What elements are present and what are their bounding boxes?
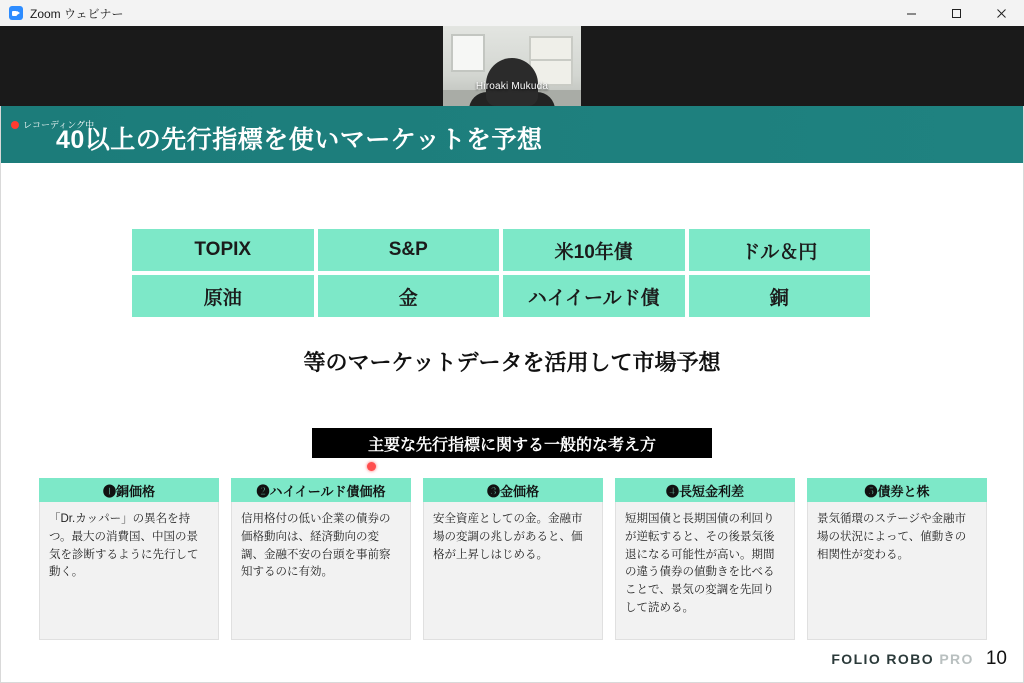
market-cell: S&P [317, 228, 501, 272]
zoom-logo-icon [9, 6, 23, 20]
indicator-card-heading: ❷ハイイールド債価格 [231, 478, 411, 502]
market-data-grid [131, 228, 871, 318]
slide-page-number: 10 [985, 648, 1007, 669]
recording-dot-icon [11, 121, 19, 129]
window-controls [889, 0, 1024, 26]
participant-video-tile[interactable] [443, 26, 581, 106]
brand-logo [831, 651, 974, 667]
indicator-card-heading: ❶銅価格 [39, 478, 219, 502]
minimize-icon [906, 8, 917, 19]
market-cell: TOPIX [131, 228, 315, 272]
indicator-card-heading: ❸金価格 [423, 478, 603, 502]
laser-pointer-dot [367, 462, 376, 471]
maximize-icon [951, 8, 962, 19]
indicator-card [615, 478, 795, 640]
indicator-card-body: 短期国債と長期国債の利回りが逆転すると、その後景気後退になる可能性が高い。期間の違う債券の値動きを比べることで、景気の変調を先回りして読める。 [615, 502, 795, 640]
close-button[interactable] [979, 0, 1024, 26]
background-window-shape [451, 34, 485, 72]
indicator-card-heading: ❺債券と株 [807, 478, 987, 502]
close-icon [996, 8, 1007, 19]
title-bar [0, 0, 1024, 27]
indicator-card-body: 安全資産としての金。金融市場の変調の兆しがあると、価格が上昇しはじめる。 [423, 502, 603, 640]
title-bar-left [0, 5, 889, 22]
recording-label: レコーディング中 [23, 120, 95, 130]
section-banner: 主要な先行指標に関する一般的な考え方 [312, 428, 712, 458]
slide-footer [831, 648, 1007, 670]
slide-title: 40以上の先行指標を使いマーケットを予想 [56, 126, 543, 154]
participant-name-label: Hiroaki Mukuda [475, 81, 549, 92]
brand-main-text: FOLIO ROBO [831, 651, 935, 667]
indicator-card-body: 信用格付の低い企業の債券の価格動向は、経済動向の変調、金融不安の台頭を事前察知するのに有効。 [231, 502, 411, 640]
minimize-button[interactable] [889, 0, 934, 26]
maximize-button[interactable] [934, 0, 979, 26]
indicator-card-body: 「Dr.カッパー」の異名を持つ。最大の消費国、中国の景気を診断するように先行して動く。 [39, 502, 219, 640]
market-cell: 米10年債 [502, 228, 686, 272]
market-cell: 原油 [131, 274, 315, 318]
indicator-card [39, 478, 219, 640]
video-strip [0, 26, 1024, 106]
market-cell: ドル＆円 [688, 228, 872, 272]
indicator-card-body: 景気循環のステージや金融市場の状況によって、値動きの相関性が変わる。 [807, 502, 987, 640]
market-cell: ハイイールド債 [502, 274, 686, 318]
indicator-card-heading: ❹長短金利差 [615, 478, 795, 502]
indicator-card [231, 478, 411, 640]
indicator-card [807, 478, 987, 640]
indicator-cards [39, 478, 987, 640]
market-cell: 銅 [688, 274, 872, 318]
brand-sub-text: PRO [939, 651, 974, 667]
indicator-card [423, 478, 603, 640]
slide-header [1, 106, 1023, 163]
market-cell: 金 [317, 274, 501, 318]
market-subtitle: 等のマーケットデータを活用して市場予想 [303, 350, 721, 375]
window-title: Zoom ウェビナー [30, 6, 124, 21]
shared-slide [0, 106, 1024, 683]
